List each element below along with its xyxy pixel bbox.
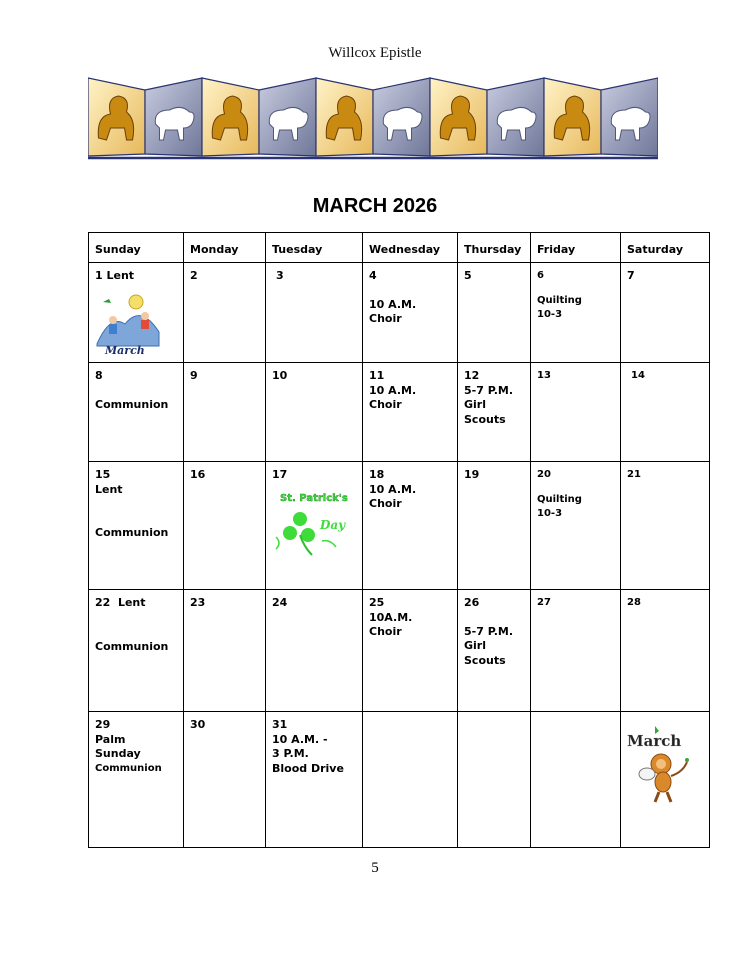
event-text: Communion [95,397,169,411]
week-row-4 [89,590,710,712]
week-row-2 [89,363,710,462]
weekday-header-row [89,233,710,263]
event-text: 10 A.M. - [272,732,328,746]
event-text: Scouts [464,412,506,426]
day-cell-29 [89,712,184,848]
st-patricks-day-label: Day [320,517,346,532]
event-text: Choir [369,398,402,411]
weekday-saturday: Saturday [621,233,710,263]
day-number: 27 [537,597,551,608]
event-text: Choir [369,312,402,325]
day-number: 16 [190,468,206,481]
day-cell-30 [184,712,266,848]
day-cell-11 [363,363,458,462]
event-text: 10 A.M. [369,482,417,496]
day-cell-1 [89,263,184,363]
march-lion-clipart [625,724,697,806]
week-row-3 [89,462,710,590]
week-row-1 [89,263,710,363]
event-text: Quilting [537,493,582,505]
event-text: Girl [464,398,486,411]
day-cell-31 [266,712,363,848]
weekday-wednesday: Wednesday [363,233,458,263]
day-cell-14 [621,363,710,462]
event-text: Communion [95,526,169,539]
day-number: 10 [272,369,288,382]
day-cell-21 [621,462,710,590]
day-cell-16 [184,462,266,590]
event-text: 10 A.M. [369,297,417,311]
march-hills-label: March [105,343,145,356]
day-cell-6 [531,263,621,363]
march-lion-label: March [627,732,682,750]
day-number: 11 [369,369,385,382]
day-number: 22 Lent [95,596,146,609]
day-cell-28 [621,590,710,712]
day-cell-19 [458,462,531,590]
event-text: 10 A.M. [369,383,417,397]
empty-cell-saturday [621,712,710,848]
event-text: Lent [95,482,123,496]
day-number: 15 [95,468,111,481]
event-text: Choir [369,497,402,510]
day-number: 28 [627,597,641,608]
day-cell-12 [458,363,531,462]
day-number: 6 [537,270,544,281]
event-text: 3 P.M. [272,747,309,760]
day-number: 14 [631,370,645,381]
day-number: 30 [190,718,206,731]
day-number: 23 [190,596,206,609]
day-cell-5 [458,263,531,363]
event-text: 5-7 P.M. [464,624,514,638]
page-header-title: Willcox Epistle [328,45,422,61]
weekday-monday: Monday [184,233,266,263]
day-cell-8 [89,363,184,462]
event-text: 10-3 [537,309,563,320]
event-text: Choir [369,625,402,638]
event-text: Palm [95,732,126,746]
empty-cell [458,712,531,848]
day-cell-20 [531,462,621,590]
lion-lamb-banner [88,76,658,164]
day-number: 19 [464,468,480,481]
event-text: Scouts [464,653,506,667]
st-patricks-clipart [270,485,352,565]
event-text: Girl [464,639,486,652]
day-cell-26 [458,590,531,712]
page-number: 5 [371,860,379,876]
day-cell-25 [363,590,458,712]
day-number: 13 [537,370,551,381]
day-cell-17 [266,462,363,590]
event-text: Communion [95,762,162,774]
day-cell-9 [184,363,266,462]
weekday-sunday: Sunday [89,233,184,263]
weekday-thursday: Thursday [458,233,531,263]
day-number: 17 [272,468,288,481]
day-number: 24 [272,596,288,609]
event-text: Communion [95,639,169,653]
day-cell-22 [89,590,184,712]
event-text: 10-3 [537,508,563,519]
day-cell-2 [184,263,266,363]
day-number: 20 [537,469,551,480]
day-number: 26 [464,596,480,609]
event-text: 10A.M. [369,610,413,624]
empty-cell [363,712,458,848]
event-text: Sunday [95,747,141,760]
day-number: 1 Lent [95,269,135,282]
month-title: MARCH 2026 [312,195,438,217]
day-cell-18 [363,462,458,590]
day-cell-15 [89,462,184,590]
day-number: 3 [276,269,284,282]
day-cell-23 [184,590,266,712]
weekday-tuesday: Tuesday [266,233,363,263]
day-cell-3 [266,263,363,363]
event-text: Blood Drive [272,761,344,775]
day-number: 21 [627,469,641,480]
day-number: 31 [272,718,288,731]
day-cell-24 [266,590,363,712]
st-patricks-label: St. Patrick's [280,492,348,504]
day-number: 4 [369,269,377,282]
march-hills-clipart [95,290,161,356]
day-number: 25 [369,596,385,609]
day-number: 12 [464,369,480,382]
day-cell-27 [531,590,621,712]
day-cell-7 [621,263,710,363]
day-number: 9 [190,369,198,382]
event-text: Quilting [537,294,582,306]
calendar-table [88,232,710,848]
day-cell-13 [531,363,621,462]
day-cell-4 [363,263,458,363]
empty-cell [531,712,621,848]
week-row-5 [89,712,710,848]
day-cell-10 [266,363,363,462]
day-number: 2 [190,269,198,282]
day-number: 7 [627,269,635,282]
event-text: 5-7 P.M. [464,383,514,397]
weekday-friday: Friday [531,233,621,263]
day-number: 29 [95,718,111,731]
day-number: 18 [369,468,385,481]
day-number: 8 [95,369,103,382]
day-number: 5 [464,269,472,282]
